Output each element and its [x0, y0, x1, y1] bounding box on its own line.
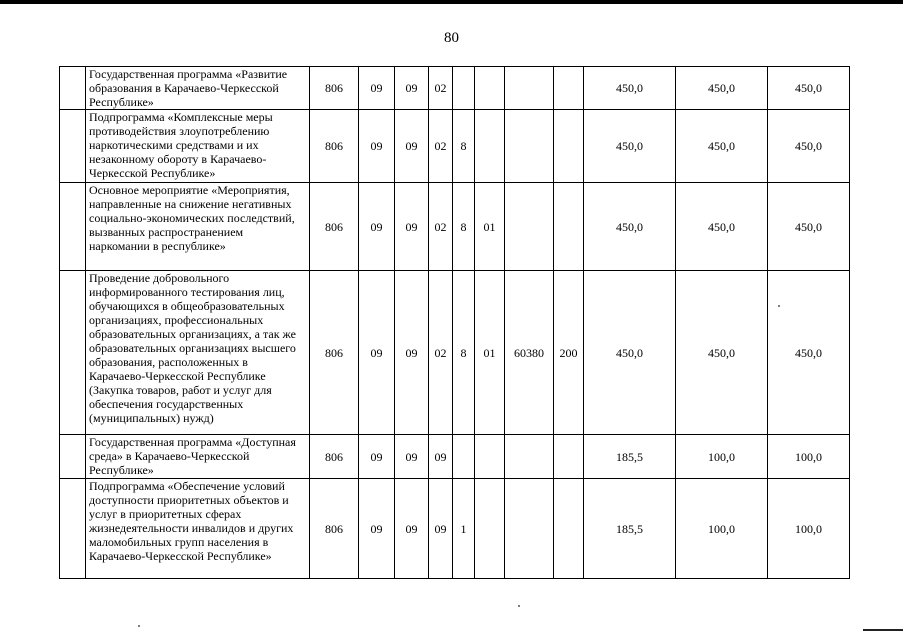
cell-min: 806 [310, 271, 359, 435]
cell-min: 806 [310, 479, 359, 579]
scan-speck [778, 305, 780, 307]
scan-corner-mark [863, 629, 903, 639]
cell-cs1: 02 [429, 67, 453, 110]
row-number-cell [60, 183, 86, 271]
cell-cs4 [505, 110, 554, 183]
row-description: Подпрограмма «Комплексные меры противодействия злоупотреблению наркотическими средствами и их незаконному обороту в Карачаево-Черкесской Республике» [86, 110, 310, 183]
cell-vr [554, 67, 584, 110]
cell-pr: 09 [395, 183, 429, 271]
cell-y2: 100,0 [676, 435, 768, 479]
cell-vr [554, 479, 584, 579]
cell-min: 806 [310, 110, 359, 183]
cell-cs2: 8 [453, 271, 475, 435]
cell-cs3 [475, 435, 505, 479]
cell-y2: 450,0 [676, 67, 768, 110]
table-row [60, 479, 850, 579]
scan-speck [518, 605, 520, 607]
cell-vr [554, 110, 584, 183]
cell-pr: 09 [395, 271, 429, 435]
cell-cs4 [505, 435, 554, 479]
cell-y3: 450,0 [768, 271, 850, 435]
cell-rz: 09 [359, 183, 395, 271]
cell-y3: 100,0 [768, 479, 850, 579]
cell-y1: 450,0 [584, 183, 676, 271]
row-description: Подпрограмма «Обеспечение условий доступности приоритетных объектов и услуг в приоритетных сферах жизнедеятельности инвалидов и других маломобильных групп населения в Карачаево-Черкесской Республике» [86, 479, 310, 579]
row-description: Государственная программа «Доступная среда» в Карачаево-Черкесской Республике» [86, 435, 310, 479]
row-number-cell [60, 271, 86, 435]
cell-y1: 450,0 [584, 67, 676, 110]
table-row [60, 271, 850, 435]
cell-y1: 185,5 [584, 435, 676, 479]
cell-y1: 450,0 [584, 110, 676, 183]
cell-vr [554, 435, 584, 479]
cell-pr: 09 [395, 67, 429, 110]
cell-cs1: 02 [429, 183, 453, 271]
row-number-cell [60, 435, 86, 479]
cell-rz: 09 [359, 67, 395, 110]
cell-cs3 [475, 479, 505, 579]
cell-y2: 450,0 [676, 183, 768, 271]
cell-cs2 [453, 67, 475, 110]
cell-cs2: 8 [453, 183, 475, 271]
row-description: Основное мероприятие «Мероприятия, направленные на снижение негативных социально-экономических последствий, вызванных распространением наркомании в республике» [86, 183, 310, 271]
cell-vr [554, 183, 584, 271]
cell-cs1: 09 [429, 479, 453, 579]
row-number-cell [60, 110, 86, 183]
cell-min: 806 [310, 435, 359, 479]
cell-y2: 450,0 [676, 271, 768, 435]
cell-y1: 185,5 [584, 479, 676, 579]
cell-cs4 [505, 183, 554, 271]
budget-table [59, 66, 850, 579]
cell-cs2: 8 [453, 110, 475, 183]
page-number: 80 [444, 30, 459, 46]
cell-cs3: 01 [475, 183, 505, 271]
table-body [60, 67, 850, 579]
cell-pr: 09 [395, 479, 429, 579]
cell-cs1: 09 [429, 435, 453, 479]
cell-cs2 [453, 435, 475, 479]
page-top-rule [0, 0, 903, 4]
table-row [60, 435, 850, 479]
cell-rz: 09 [359, 110, 395, 183]
cell-pr: 09 [395, 435, 429, 479]
cell-y3: 450,0 [768, 110, 850, 183]
row-number-cell [60, 479, 86, 579]
cell-y3: 100,0 [768, 435, 850, 479]
cell-cs4: 60380 [505, 271, 554, 435]
scan-speck [138, 625, 140, 627]
row-description: Проведение добровольного информированного тестирования лиц, обучающихся в общеобразовательных организациях, профессиональных образовательных организациях, а так же образовательных организациях высшего образования, расположенных в Карачаево-Черкесской Республике (Закупка товаров, работ и услуг для обеспечения государственных (муниципальных) нужд) [86, 271, 310, 435]
table-row [60, 183, 850, 271]
cell-pr: 09 [395, 110, 429, 183]
table-row [60, 67, 850, 110]
cell-rz: 09 [359, 271, 395, 435]
cell-cs1: 02 [429, 271, 453, 435]
row-description: Государственная программа «Развитие образования в Карачаево-Черкесской Республике» [86, 67, 310, 110]
cell-rz: 09 [359, 435, 395, 479]
table-row [60, 110, 850, 183]
cell-cs3 [475, 110, 505, 183]
cell-min: 806 [310, 183, 359, 271]
cell-cs1: 02 [429, 110, 453, 183]
cell-cs4 [505, 479, 554, 579]
cell-cs4 [505, 67, 554, 110]
cell-y2: 450,0 [676, 110, 768, 183]
cell-y2: 100,0 [676, 479, 768, 579]
row-number-cell [60, 67, 86, 110]
cell-cs3 [475, 67, 505, 110]
cell-cs3: 01 [475, 271, 505, 435]
cell-cs2: 1 [453, 479, 475, 579]
cell-y1: 450,0 [584, 271, 676, 435]
cell-min: 806 [310, 67, 359, 110]
cell-y3: 450,0 [768, 183, 850, 271]
cell-y3: 450,0 [768, 67, 850, 110]
cell-vr: 200 [554, 271, 584, 435]
cell-rz: 09 [359, 479, 395, 579]
